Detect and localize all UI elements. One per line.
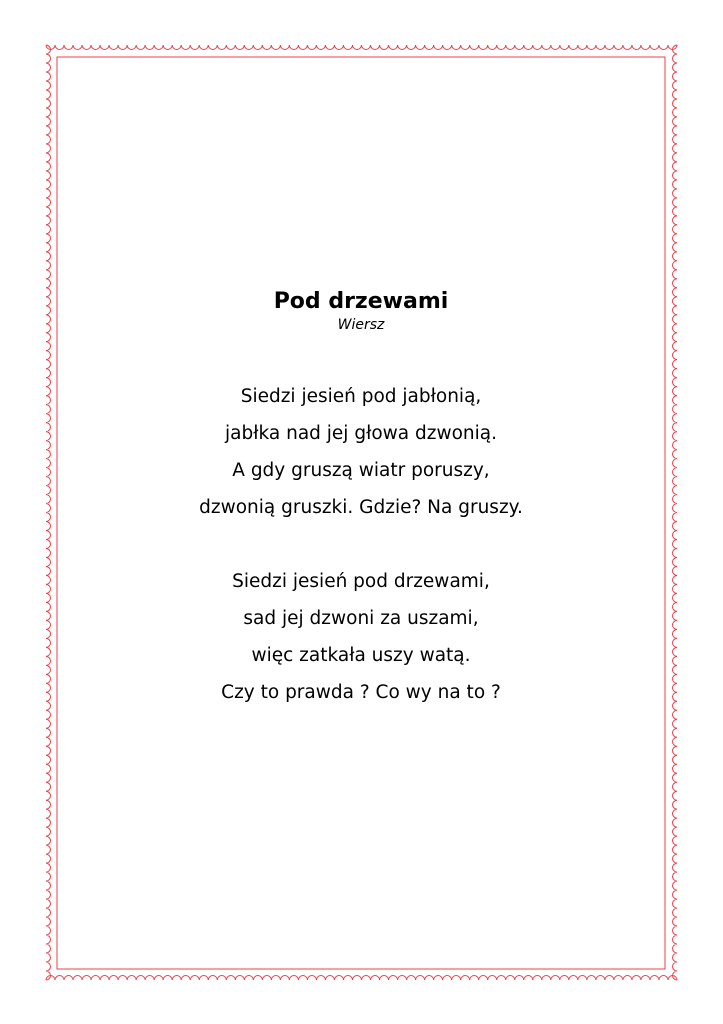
verse-line: jabłka nad jej głowa dzwonią. xyxy=(225,423,497,444)
stanza-1 xyxy=(58,378,664,526)
verse-line: więc zatkała uszy watą. xyxy=(251,645,471,666)
poem-content xyxy=(58,58,664,968)
verse-line: A gdy gruszą wiatr poruszy, xyxy=(232,460,490,481)
poem-subtitle: Wiersz xyxy=(337,317,385,333)
verse-line: Czy to prawda ? Co wy na to ? xyxy=(221,682,501,703)
verse-line: Siedzi jesień pod drzewami, xyxy=(232,571,490,592)
border-left-edge xyxy=(46,45,51,980)
border-top-edge xyxy=(46,45,677,50)
verse-line: Siedzi jesień pod jabłonią, xyxy=(240,386,482,407)
border-right-edge xyxy=(673,45,678,980)
border-bottom-edge xyxy=(46,976,677,981)
verse-line: sad jej dzwoni za uszami, xyxy=(243,608,479,629)
verse-line: dzwonią gruszki. Gdzie? Na gruszy. xyxy=(199,497,523,518)
stanza-2 xyxy=(58,563,664,711)
poem-title: Pod drzewami xyxy=(273,289,449,314)
